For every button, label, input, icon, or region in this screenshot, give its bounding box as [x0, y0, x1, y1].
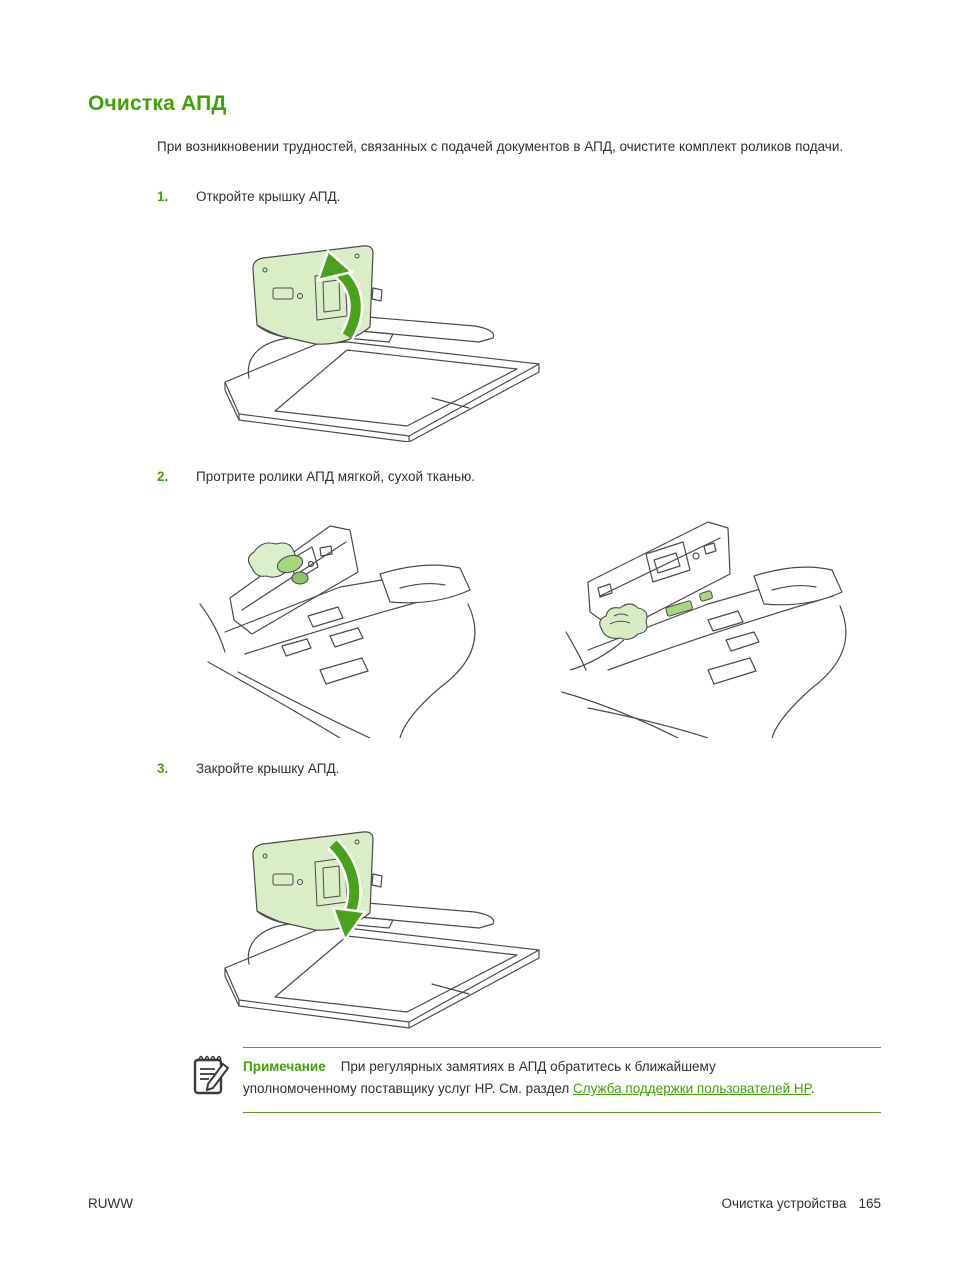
footer-right — [721, 1196, 881, 1211]
step-1-text: Откройте крышку АПД. — [196, 189, 341, 204]
intro-paragraph: При возникновении трудностей, связанных с подачей документов в АПД, очистите комплект роликов подачи. — [157, 139, 844, 154]
footer-chapter-title: Очистка устройства — [721, 1196, 847, 1211]
step-3 — [157, 760, 857, 778]
step-3-text: Закройте крышку АПД. — [196, 761, 340, 776]
note-box — [243, 1047, 881, 1113]
support-link[interactable]: Служба поддержки пользователей HP — [573, 1081, 811, 1096]
step-1 — [157, 188, 857, 206]
note-body-end: . — [810, 1081, 815, 1096]
figure-adf-cover-closing — [197, 812, 545, 1032]
step-2-number: 2. — [157, 469, 169, 484]
page-title: Очистка АПД — [88, 92, 227, 115]
footer-region-code: RUWW — [88, 1196, 133, 1211]
figure-adf-rollers-location — [190, 512, 492, 738]
footer-page-number: 165 — [858, 1196, 881, 1211]
note-body-text: При регулярных замятиях в АПД обратитесь к ближайшему уполномоченному поставщику услуг HP. См. раздел — [243, 1059, 716, 1096]
step-2 — [157, 468, 857, 486]
figure-adf-rollers-wiping — [558, 512, 860, 738]
step-3-number: 3. — [157, 761, 169, 776]
note-icon — [189, 1051, 233, 1099]
step-1-number: 1. — [157, 189, 169, 204]
note-label: Примечание — [243, 1059, 326, 1074]
note-text — [243, 1056, 821, 1100]
step-2-text: Протрите ролики АПД мягкой, сухой тканью. — [196, 469, 476, 484]
figure-adf-cover-opening — [197, 230, 545, 442]
